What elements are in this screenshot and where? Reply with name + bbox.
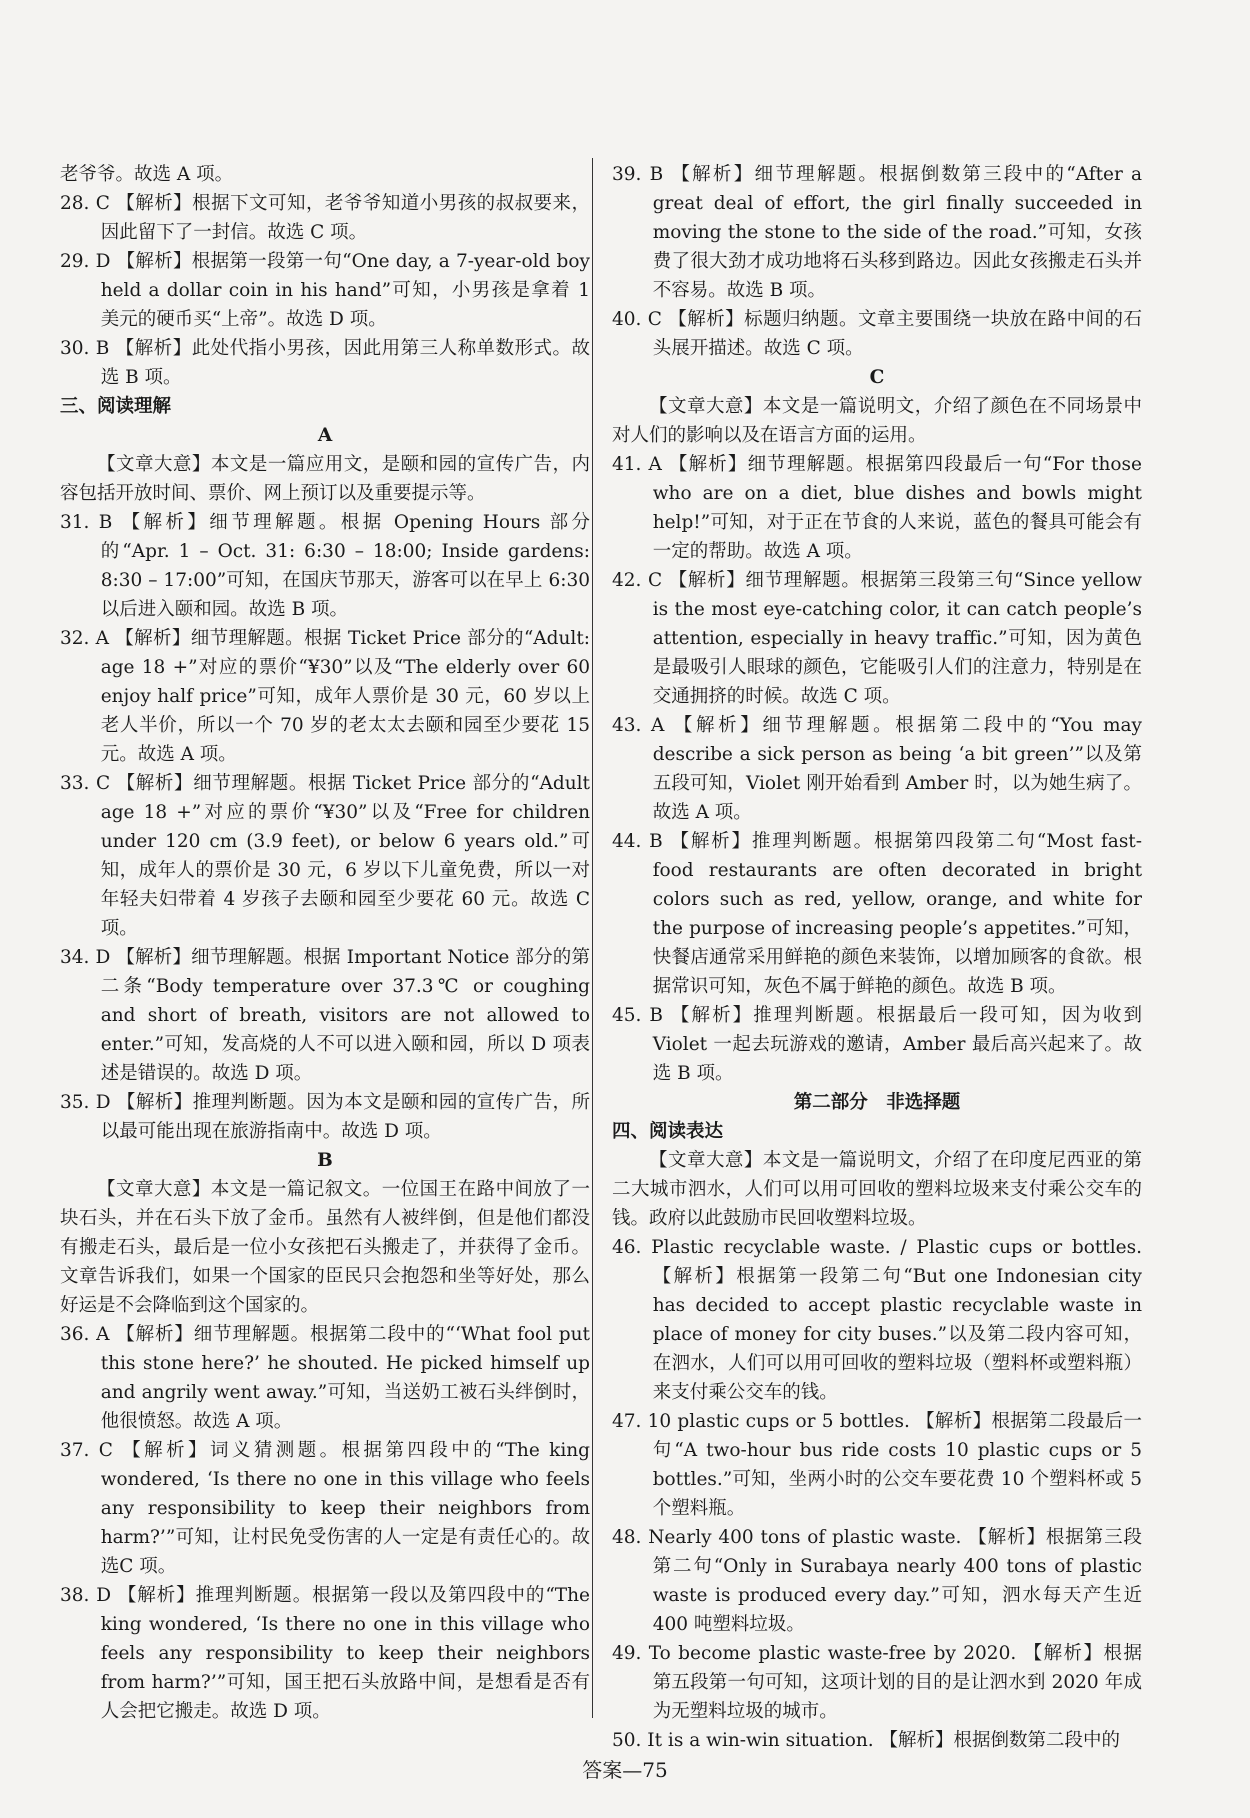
answer-item: 42. C 【解析】细节理解题。根据第三段第三句“Since yellow is the most eye-catching color, it can catch people’s attention, especially in heavy traffic.”可知，因为黄色是最吸引人眼球的颜色，它能吸引人们的注意力，特别是在交通拥挤的时候。故选 C 项。 (612, 570, 1142, 707)
section-heading: 第二部分 非选择题 (793, 1092, 961, 1113)
section-heading: C (869, 367, 885, 388)
left-column (60, 160, 590, 1726)
answer-item: 45. B 【解析】推理判断题。根据最后一段可知，因为收到 Violet 一起去玩游戏的邀请，Amber 最后高兴起来了。故选 B 项。 (612, 1005, 1142, 1084)
answer-item: 50. It is a win-win situation. 【解析】根据倒数第二段中的 (612, 1730, 1121, 1751)
answer-item: 33. C 【解析】细节理解题。根据 Ticket Price 部分的“Adult age 18 +”对应的票价“¥30”以及“Free for children under 120 cm (3.9 feet), or below 6 years old.”可知，成年人的票价是 30 元，6 岁以下儿童免费，所以一对年轻夫妇带着 4 岁孩子去颐和园至少要花 60 元。故选 C 项。 (60, 773, 590, 939)
section-heading: 三、阅读理解 (60, 396, 172, 417)
answer-item: 36. A 【解析】细节理解题。根据第二段中的“‘What fool put this stone here?’ he shouted. He picked himself up and angrily went away.”可知，当送奶工被石头绊倒时，他很愤怒。故选 A 项。 (60, 1324, 590, 1432)
answer-item: 43. A 【解析】细节理解题。根据第二段中的“You may describe a sick person as being ‘a bit green’”以及第五段可知，Violet 刚开始看到 Amber 时，以为她生病了。故选 A 项。 (612, 715, 1142, 823)
answer-item: 29. D 【解析】根据第一段第一句“One day, a 7-year-old boy held a dollar coin in his hand”可知，小男孩是拿着 1 美元的硬币买“上帝”。故选 D 项。 (60, 251, 590, 330)
answer-item: 31. B 【解析】细节理解题。根据 Opening Hours 部分的“Apr. 1 – Oct. 31: 6:30 – 18:00; Inside gardens: 8:30 – 17:00”可知，在国庆节那天，游客可以在早上 6:30 以后进入颐和园。故选 B 项。 (60, 512, 590, 620)
section-heading: A (317, 425, 333, 446)
answer-item: 28. C 【解析】根据下文可知，老爷爷知道小男孩的叔叔要来，因此留下了一封信。故选 C 项。 (60, 193, 590, 243)
summary-paragraph: 老爷爷。故选 A 项。 (60, 164, 234, 185)
answer-item: 39. B 【解析】细节理解题。根据倒数第三段中的“After a great deal of effort, the girl finally succeeded in moving the stone to the side of the road.”可知，女孩费了很大劲才成功地将石头移到路边。因此女孩搬走石头并不容易。故选 B 项。 (612, 164, 1142, 301)
answer-item: 49. To become plastic waste-free by 2020. 【解析】根据第五段第一句可知，这项计划的目的是让泗水到 2020 年成为无塑料垃圾的城市。 (612, 1643, 1142, 1722)
answer-item: 47. 10 plastic cups or 5 bottles. 【解析】根据第二段最后一句“A two-hour bus ride costs 10 plastic cups or 5 bottles.”可知，坐两小时的公交车要花费 10 个塑料杯或 5 个塑料瓶。 (612, 1411, 1142, 1519)
answer-item: 37. C 【解析】词义猜测题。根据第四段中的“The king wondered, ‘Is there no one in this village who feels any responsibility to keep their neighbors from harm?’”可知，让村民免受伤害的人一定是有责任心的。故选C 项。 (60, 1440, 590, 1577)
answer-item: 46. Plastic recyclable waste. / Plastic cups or bottles. 【解析】根据第一段第二句“But one Indonesian city has decided to accept plastic recyclable waste in place of money for city buses.”以及第二段内容可知，在泗水，人们可以用可回收的塑料垃圾（塑料杯或塑料瓶）来支付乘公交车的钱。 (612, 1237, 1142, 1403)
column-divider (592, 158, 593, 1718)
answer-item: 48. Nearly 400 tons of plastic waste. 【解析】根据第三段第二句“Only in Surabaya nearly 400 tons of plastic waste is produced every day.”可知，泗水每天产生近 400 吨塑料垃圾。 (612, 1527, 1142, 1635)
answer-item: 32. A 【解析】细节理解题。根据 Ticket Price 部分的“Adult: age 18 +”对应的票价“¥30”以及“The elderly over 60 enjoy half price”可知，成年人票价是 30 元，60 岁以上老人半价，所以一个 70 岁的老太太去颐和园至少要花 15 元。故选 A 项。 (60, 628, 590, 765)
page-number: 答案—75 (582, 1758, 668, 1782)
summary-paragraph: 【文章大意】本文是一篇记叙文。一位国王在路中间放了一块石头，并在石头下放了金币。虽然有人被绊倒，但是他们都没有搬走石头，最后是一位小女孩把石头搬走了，并获得了金币。文章告诉我们，如果一个国家的臣民只会抱怨和坐等好处，那么好运是不会降临到这个国家的。 (60, 1179, 590, 1316)
section-heading: 四、阅读表达 (612, 1121, 724, 1142)
answer-item: 30. B 【解析】此处代指小男孩，因此用第三人称单数形式。故选 B 项。 (60, 338, 590, 388)
summary-paragraph: 【文章大意】本文是一篇说明文，介绍了颜色在不同场景中对人们的影响以及在语言方面的运用。 (612, 396, 1142, 446)
right-column (612, 160, 1142, 1755)
summary-paragraph: 【文章大意】本文是一篇应用文，是颐和园的宣传广告，内容包括开放时间、票价、网上预订以及重要提示等。 (60, 454, 590, 504)
answer-item: 34. D 【解析】细节理解题。根据 Important Notice 部分的第二条“Body temperature over 37.3℃ or coughing and short of breath, visitors are not allowed to enter.”可知，发高烧的人不可以进入颐和园，所以 D 项表述是错误的。故选 D 项。 (60, 947, 590, 1084)
answer-item: 35. D 【解析】推理判断题。因为本文是颐和园的宣传广告，所以最可能出现在旅游指南中。故选 D 项。 (60, 1092, 590, 1142)
answer-item: 44. B 【解析】推理判断题。根据第四段第二句“Most fast-food restaurants are often decorated in bright colors such as red, yellow, orange, and white for the purpose of increasing people’s appetites.”可知，快餐店通常采用鲜艳的颜色来装饰，以增加顾客的食欲。根据常识可知，灰色不属于鲜艳的颜色。故选 B 项。 (612, 831, 1142, 997)
section-heading: B (317, 1150, 333, 1171)
answer-item: 41. A 【解析】细节理解题。根据第四段最后一句“For those who are on a diet, blue dishes and bowls might help!”可知，对于正在节食的人来说，蓝色的餐具可能会有一定的帮助。故选 A 项。 (612, 454, 1142, 562)
answer-item: 38. D 【解析】推理判断题。根据第一段以及第四段中的“The king wondered, ‘Is there no one in this village who feels any responsibility to keep their neighbors from harm?’”可知，国王把石头放路中间，是想看是否有人会把它搬走。故选 D 项。 (60, 1585, 590, 1722)
summary-paragraph: 【文章大意】本文是一篇说明文，介绍了在印度尼西亚的第二大城市泗水，人们可以用可回收的塑料垃圾来支付乘公交车的钱。政府以此鼓励市民回收塑料垃圾。 (612, 1150, 1142, 1229)
answer-item: 40. C 【解析】标题归纳题。文章主要围绕一块放在路中间的石头展开描述。故选 C 项。 (612, 309, 1142, 359)
